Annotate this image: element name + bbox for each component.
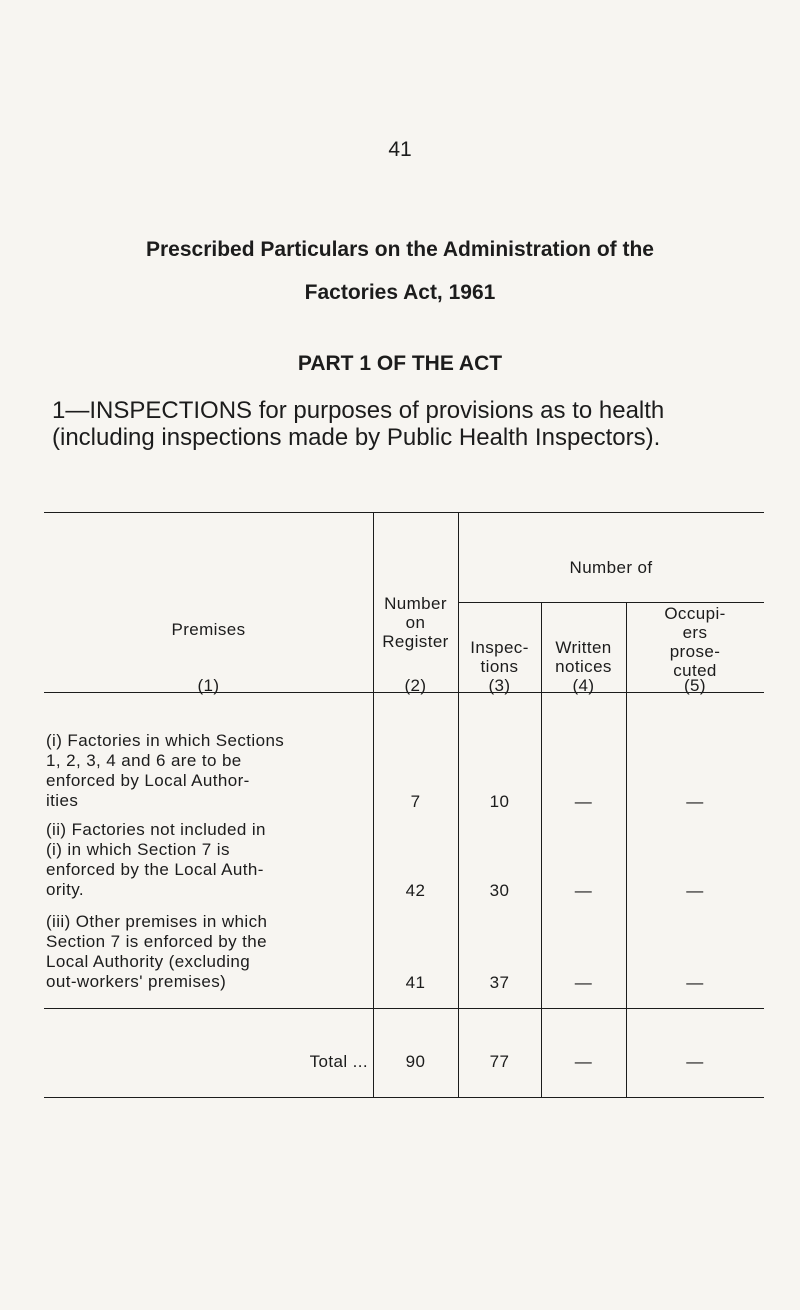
section-heading: 1—INSPECTIONS for purposes of provisions as to health (including inspections made by Public Health Inspectors).: [52, 397, 665, 451]
header-register-number: (2): [404, 676, 427, 695]
table-row-label: (i) Factories in which Sections 1, 2, 3, 4 and 6 are to be enforced by Local Author- ities: [46, 731, 285, 810]
body-bottom-rule: [44, 1008, 764, 1009]
table-row-prosecuted: —: [686, 792, 704, 811]
document-title: Prescribed Particulars on the Administration of the: [146, 238, 654, 261]
header-register: Number on Register: [382, 594, 449, 651]
part-heading: PART 1 OF THE ACT: [297, 352, 503, 375]
table-row-prosecuted: —: [686, 881, 704, 900]
header-premises-number: (1): [197, 676, 220, 695]
group-header-rule: [458, 602, 764, 603]
table-row-label: (iii) Other premises in which Section 7 is enforced by the Local Authority (excluding out-workers' premises): [46, 912, 268, 991]
header-notices: Written notices: [555, 638, 612, 676]
table-row-label: (ii) Factories not included in (i) in which Section 7 is enforced by the Local Auth- ority.: [46, 820, 266, 899]
header-inspections: Inspec- tions: [470, 638, 529, 676]
table-row-register: 7: [410, 792, 421, 811]
table-row-notices: —: [574, 973, 593, 992]
table-top-rule: [44, 512, 764, 513]
table-row-inspections: 30: [489, 881, 510, 900]
total-inspections: 77: [489, 1052, 510, 1071]
table-row-notices: —: [574, 881, 593, 900]
page-number: 41: [388, 138, 412, 161]
table-row-inspections: 37: [489, 973, 510, 992]
table-bottom-rule: [44, 1097, 764, 1098]
header-notices-number: (4): [572, 676, 595, 695]
table-row-register: 42: [405, 881, 426, 900]
total-register: 90: [405, 1052, 426, 1071]
header-inspections-number: (3): [488, 676, 511, 695]
header-premises: Premises: [171, 620, 246, 639]
header-prosecuted-number: (5): [684, 676, 706, 695]
table-row-prosecuted: —: [686, 973, 704, 992]
table-row-inspections: 10: [489, 792, 510, 811]
document-title-line-2: Factories Act, 1961: [304, 281, 496, 304]
table-row-notices: —: [574, 792, 593, 811]
total-notices: —: [574, 1052, 593, 1071]
group-header: Number of: [569, 558, 653, 577]
total-label: Total ...: [309, 1052, 368, 1071]
total-prosecuted: —: [686, 1052, 704, 1071]
header-prosecuted: Occupi- ers prose- cuted: [664, 604, 726, 680]
table-row-register: 41: [405, 973, 426, 992]
